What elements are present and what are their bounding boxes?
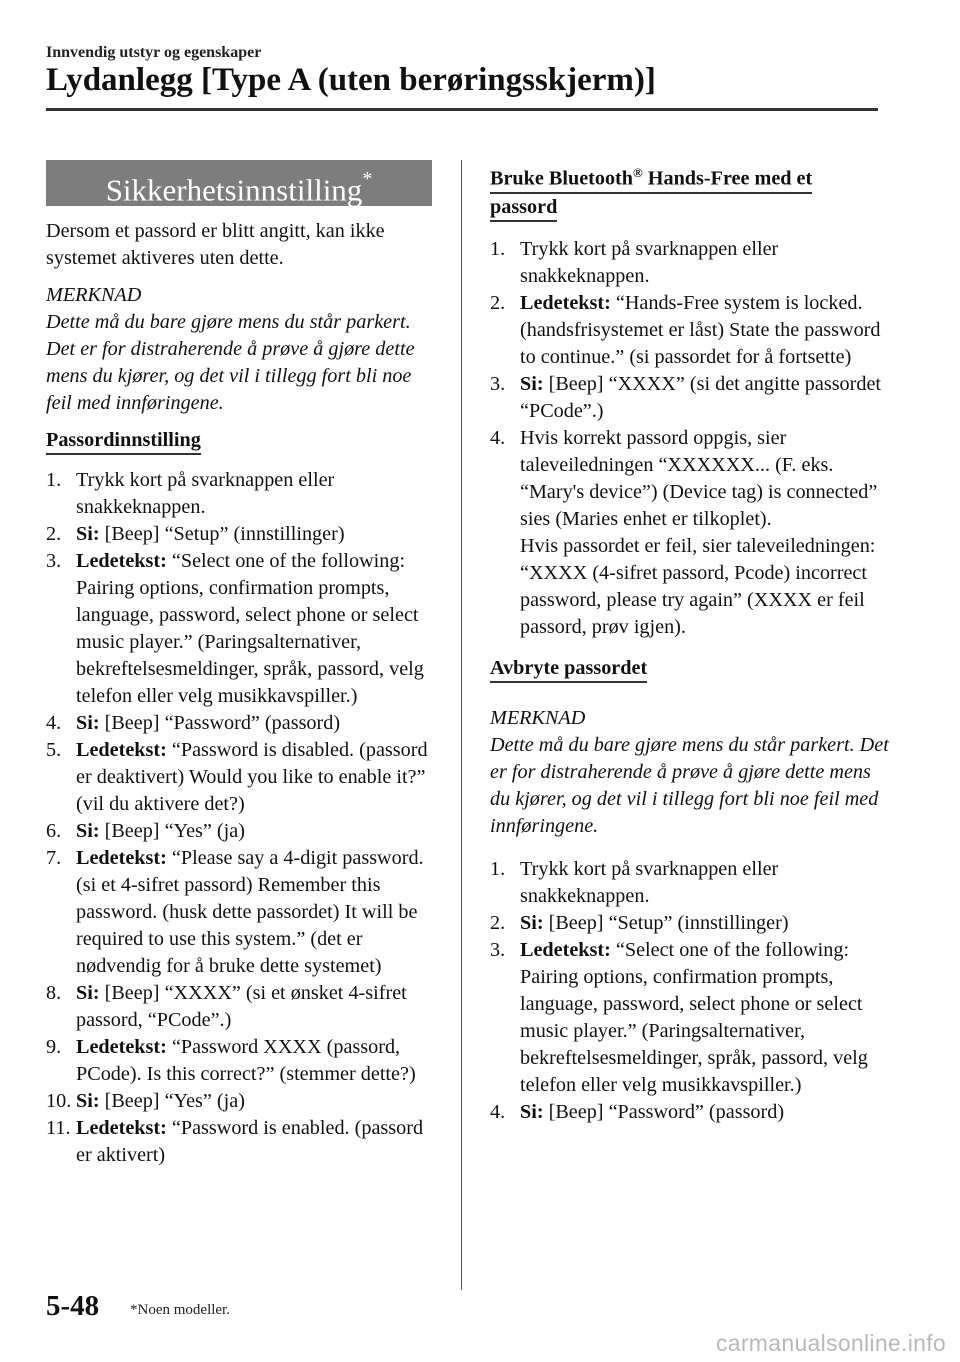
subhead-wrap bbox=[490, 160, 890, 222]
list-item bbox=[46, 818, 436, 845]
list-item bbox=[46, 467, 436, 521]
step-number: 6. bbox=[46, 820, 62, 842]
step-label: Si: bbox=[520, 372, 544, 395]
steps-list-passordinnstilling bbox=[46, 467, 436, 1169]
list-item bbox=[490, 856, 890, 910]
subhead-bluetooth-part2: Hands-Free med et bbox=[642, 167, 813, 190]
step-label: Ledetekst: bbox=[76, 550, 167, 572]
step-text: Hvis korrekt passord oppgis, sier taleveiledningen “XXXXXX... (F. eks. “Mary's device”) (Device tag) is connected” sies (Maries enhet er tilkoplet). bbox=[520, 426, 878, 530]
list-item bbox=[46, 521, 436, 548]
step-text: “Please say a 4-digit password. (si et 4-sifret passord) Remember this password. (husk dette passordet) It will be required to use this system.” (det er nødvendig for å bruke dette systemet) bbox=[76, 847, 424, 977]
left-column bbox=[46, 160, 436, 1179]
column-divider bbox=[461, 160, 462, 1290]
step-text: Trykk kort på svarknappen eller snakkeknappen. bbox=[520, 237, 779, 287]
list-item bbox=[490, 425, 890, 533]
step-text: [Beep] “Password” (passord) bbox=[543, 1100, 785, 1123]
step-label: Ledetekst: bbox=[76, 739, 167, 761]
list-item bbox=[46, 710, 436, 737]
step-number: 4. bbox=[490, 1100, 506, 1123]
list-item bbox=[46, 1115, 436, 1169]
step-label: Si: bbox=[76, 1090, 100, 1112]
note-text-right: Dette må du bare gjøre mens du står parkert. Det er for distraherende å prøve å gjøre dette mens du kjører, og det vil i tillegg fort bli noe feil med innføringene. bbox=[490, 733, 889, 837]
step-label: Si: bbox=[520, 911, 544, 934]
step-number: 4. bbox=[46, 712, 62, 734]
step-text: “Select one of the following: Pairing options, confirmation prompts, language, password, select phone or select music player.” (Paringsalternativer, bekreftelsesmeldinger, språk, passord, velg telefon eller velg musikkavspiller.) bbox=[76, 550, 424, 707]
list-item bbox=[490, 290, 890, 371]
step-text: [Beep] “Yes” (ja) bbox=[99, 1090, 245, 1112]
step-number: 11. bbox=[46, 1117, 71, 1139]
list-item bbox=[490, 910, 890, 937]
step-text: [Beep] “Setup” (innstillinger) bbox=[99, 523, 345, 545]
step-label: Si: bbox=[76, 712, 100, 734]
step-text: “Password is disabled. (passord er deaktivert) Would you like to enable it?” (vil du aktivere det?) bbox=[76, 739, 428, 815]
step-text: [Beep] “Password” (passord) bbox=[99, 712, 341, 734]
step-number: 8. bbox=[46, 982, 62, 1004]
step-label: Si: bbox=[76, 982, 100, 1004]
list-item bbox=[490, 236, 890, 290]
step-number: 1. bbox=[46, 469, 62, 491]
step-label: Ledetekst: bbox=[520, 291, 611, 314]
step-label: Si: bbox=[76, 523, 100, 545]
step-label: Si: bbox=[76, 820, 100, 842]
header-rule bbox=[46, 108, 878, 111]
steps-list-avbryte bbox=[490, 856, 890, 1126]
list-item bbox=[46, 980, 436, 1034]
note-label: MERKNAD bbox=[46, 284, 142, 306]
step-text: “Hands-Free system is locked. (handsfrisystemet er låst) State the password to continue.” (si passordet for å fortsette) bbox=[520, 291, 881, 368]
subhead-avbryte: Avbryte passordet bbox=[490, 655, 647, 683]
step-text: Trykk kort på svarknappen eller snakkeknappen. bbox=[520, 857, 779, 907]
step-number: 10. bbox=[46, 1090, 72, 1112]
step-text: “Password is enabled. (passord er aktivert) bbox=[76, 1117, 424, 1166]
intro-paragraph: Dersom et passord er blitt angitt, kan ikke systemet aktiveres uten dette. bbox=[46, 220, 385, 269]
registered-mark: ® bbox=[633, 165, 643, 180]
section-label: Innvendig utstyr og egenskaper bbox=[46, 44, 262, 61]
banner-asterisk: * bbox=[362, 168, 373, 190]
step-label: Ledetekst: bbox=[520, 938, 611, 961]
step-text: [Beep] “Yes” (ja) bbox=[99, 820, 245, 842]
step-number: 2. bbox=[46, 523, 62, 545]
step-text: [Beep] “Setup” (innstillinger) bbox=[543, 911, 789, 934]
list-item bbox=[490, 371, 890, 425]
footnote: *Noen modeller. bbox=[130, 1302, 230, 1318]
step-number: 3. bbox=[490, 372, 506, 395]
page-title: Lydanlegg [Type A (uten berøringsskjerm)] bbox=[46, 62, 656, 98]
step-number: 3. bbox=[46, 550, 62, 572]
step-text: [Beep] “XXXX” (si et ønsket 4-sifret passord, “PCode”.) bbox=[76, 982, 407, 1031]
step-text: “Password XXXX (passord, PCode). Is this correct?” (stemmer dette?) bbox=[76, 1036, 416, 1085]
step-number: 7. bbox=[46, 847, 62, 869]
step4-extra: Hvis passordet er feil, sier taleveiledningen: “XXXX (4-sifret passord, Pcode) incorrect password, please try again” (XXXX er feil passord, prøv igjen). bbox=[520, 534, 876, 638]
subhead-wrap bbox=[46, 427, 436, 455]
note-text: Dette må du bare gjøre mens du står parkert. Det er for distraherende å prøve å gjøre dette mens du kjører, og det vil i tillegg fort bli noe feil med innføringene. bbox=[46, 311, 415, 414]
subhead-passordinnstilling: Passordinnstilling bbox=[46, 427, 201, 455]
watermark: carmanualsonline.info bbox=[715, 1330, 946, 1356]
step-number: 9. bbox=[46, 1036, 62, 1058]
banner-title: Sikkerhetsinnstilling bbox=[105, 172, 363, 208]
list-item bbox=[46, 1034, 436, 1088]
subhead-wrap bbox=[490, 655, 890, 683]
step-label: Ledetekst: bbox=[76, 847, 167, 869]
step-text: Trykk kort på svarknappen eller snakkeknappen. bbox=[76, 469, 335, 518]
step-number: 3. bbox=[490, 938, 506, 961]
list-item bbox=[46, 548, 436, 710]
step-label: Si: bbox=[520, 1100, 544, 1123]
step-text: “Select one of the following: Pairing options, confirmation prompts, language, password, select phone or select music player.” (Paringsalternativer, bekreftelsesmeldinger, språk, passord, velg telefon eller velg musikkavspiller.) bbox=[520, 938, 868, 1096]
step-label: Ledetekst: bbox=[76, 1117, 167, 1139]
list-item bbox=[46, 845, 436, 980]
subhead-bluetooth-part1: Bruke Bluetooth bbox=[490, 167, 634, 190]
note-label-right: MERKNAD bbox=[490, 706, 586, 729]
list-item bbox=[46, 1088, 436, 1115]
step-number: 2. bbox=[490, 291, 506, 314]
list-item bbox=[490, 1099, 890, 1126]
step-text: [Beep] “XXXX” (si det angitte passordet “PCode”.) bbox=[520, 372, 882, 422]
subhead-bluetooth-line2: passord bbox=[490, 194, 557, 222]
section-banner bbox=[46, 160, 432, 206]
right-column bbox=[490, 160, 890, 1136]
list-item bbox=[490, 937, 890, 1099]
step-number: 5. bbox=[46, 739, 62, 761]
step-number: 1. bbox=[490, 857, 506, 880]
subhead-bluetooth bbox=[490, 160, 812, 194]
steps-list-bluetooth bbox=[490, 236, 890, 533]
page-number: 5-48 bbox=[46, 1290, 100, 1322]
step-number: 1. bbox=[490, 237, 506, 260]
list-item bbox=[46, 737, 436, 818]
step-number: 4. bbox=[490, 426, 506, 449]
step-number: 2. bbox=[490, 911, 506, 934]
step-label: Ledetekst: bbox=[76, 1036, 167, 1058]
